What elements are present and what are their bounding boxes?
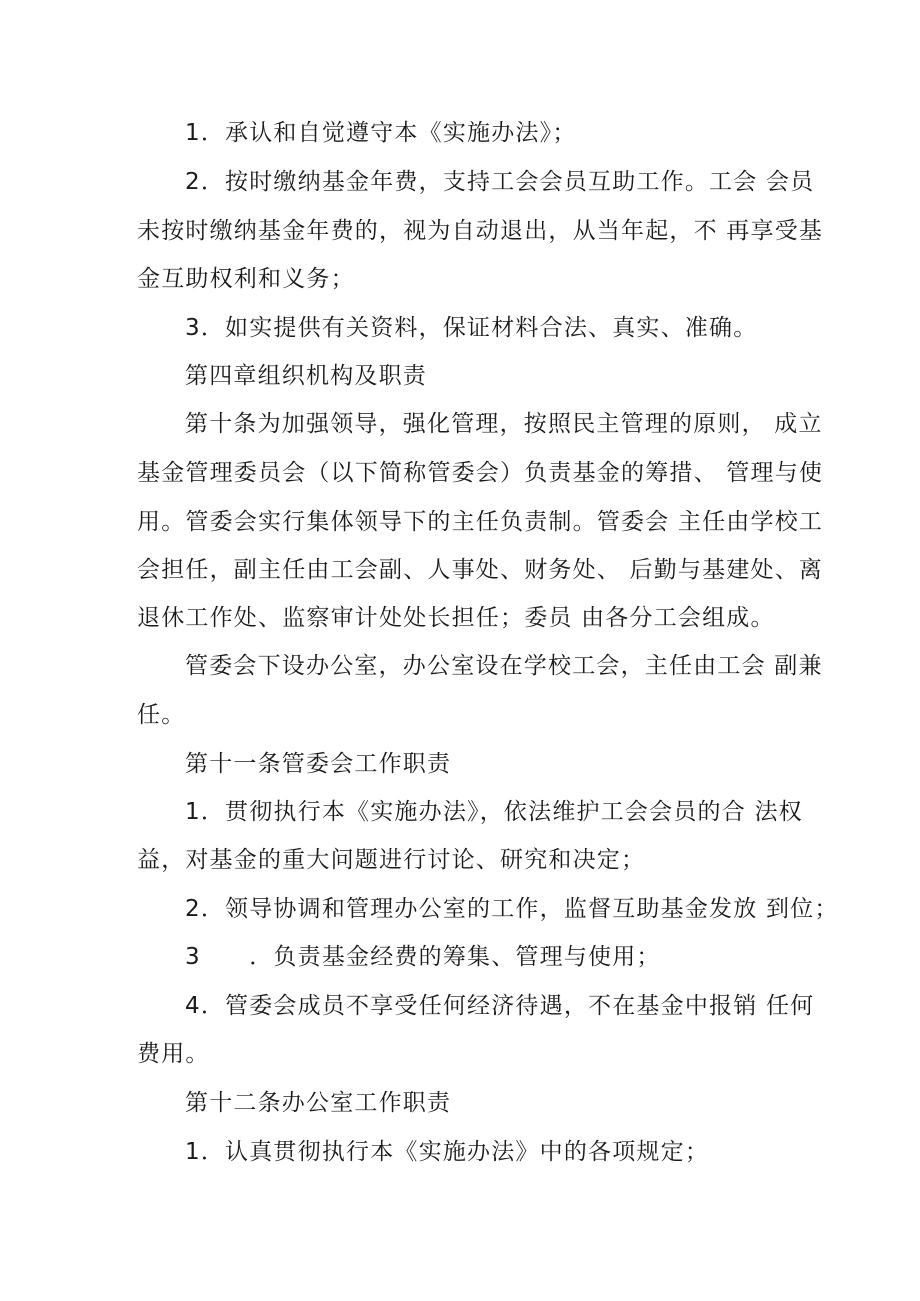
chapter-heading: 第四章组织机构及职责 [185, 363, 427, 389]
paragraph-line: 基金管理委员会（以下简称管委会）负责基金的筹措、 管理与使 [137, 460, 824, 486]
paragraph-line: 1．认真贯彻执行本《实施办法》中的各项规定； [185, 1139, 710, 1165]
paragraph-line: 管委会下设办公室，办公室设在学校工会，主任由工会 副兼 [185, 653, 823, 679]
paragraph-line: 会担任，副主任由工会副、人事处、财务处、 后勤与基建处、离 [137, 557, 824, 583]
paragraph-line: 退休工作处、监察审计处处长担任；委员 由各分工会组成。 [137, 605, 775, 631]
paragraph-line: 2．按时缴纳基金年费，支持工会会员互助工作。工会 会员 [185, 169, 815, 195]
paragraph-line: 2．领导协调和管理办公室的工作，监督互助基金发放 到位； [185, 896, 839, 922]
paragraph-line: 金互助权利和义务； [137, 266, 355, 292]
paragraph-line: 3．如实提供有关资料，保证材料合法、真实、准确。 [185, 315, 758, 341]
article-heading: 第十一条管委会工作职责 [185, 751, 452, 777]
paragraph-line: 未按时缴纳基金年费的，视为自动退出，从当年起，不 再享受基 [137, 218, 824, 244]
paragraph-line: 益，对基金的重大问题进行讨论、研究和决定； [137, 847, 646, 873]
paragraph-line: 1．承认和自觉遵守本《实施办法》； [185, 120, 577, 146]
paragraph-line: 用。管委会实行集体领导下的主任负责制。管委会 主任由学校工 [137, 509, 824, 535]
paragraph-line: 费用。 [137, 1041, 210, 1067]
paragraph-line: 1．贯彻执行本《实施办法》，依法维护工会会员的合 法权 [185, 799, 803, 825]
paragraph-line: 任。 [137, 702, 186, 728]
paragraph-line: 第十条为加强领导，强化管理，按照民主管理的原则， 成立 [185, 411, 823, 437]
paragraph-line: 4．管委会成员不享受任何经济待遇，不在基金中报销 任何 [185, 993, 815, 1019]
paragraph-line: 3 ．负责基金经费的筹集、管理与使用； [185, 944, 661, 970]
article-heading: 第十二条办公室工作职责 [185, 1090, 452, 1116]
